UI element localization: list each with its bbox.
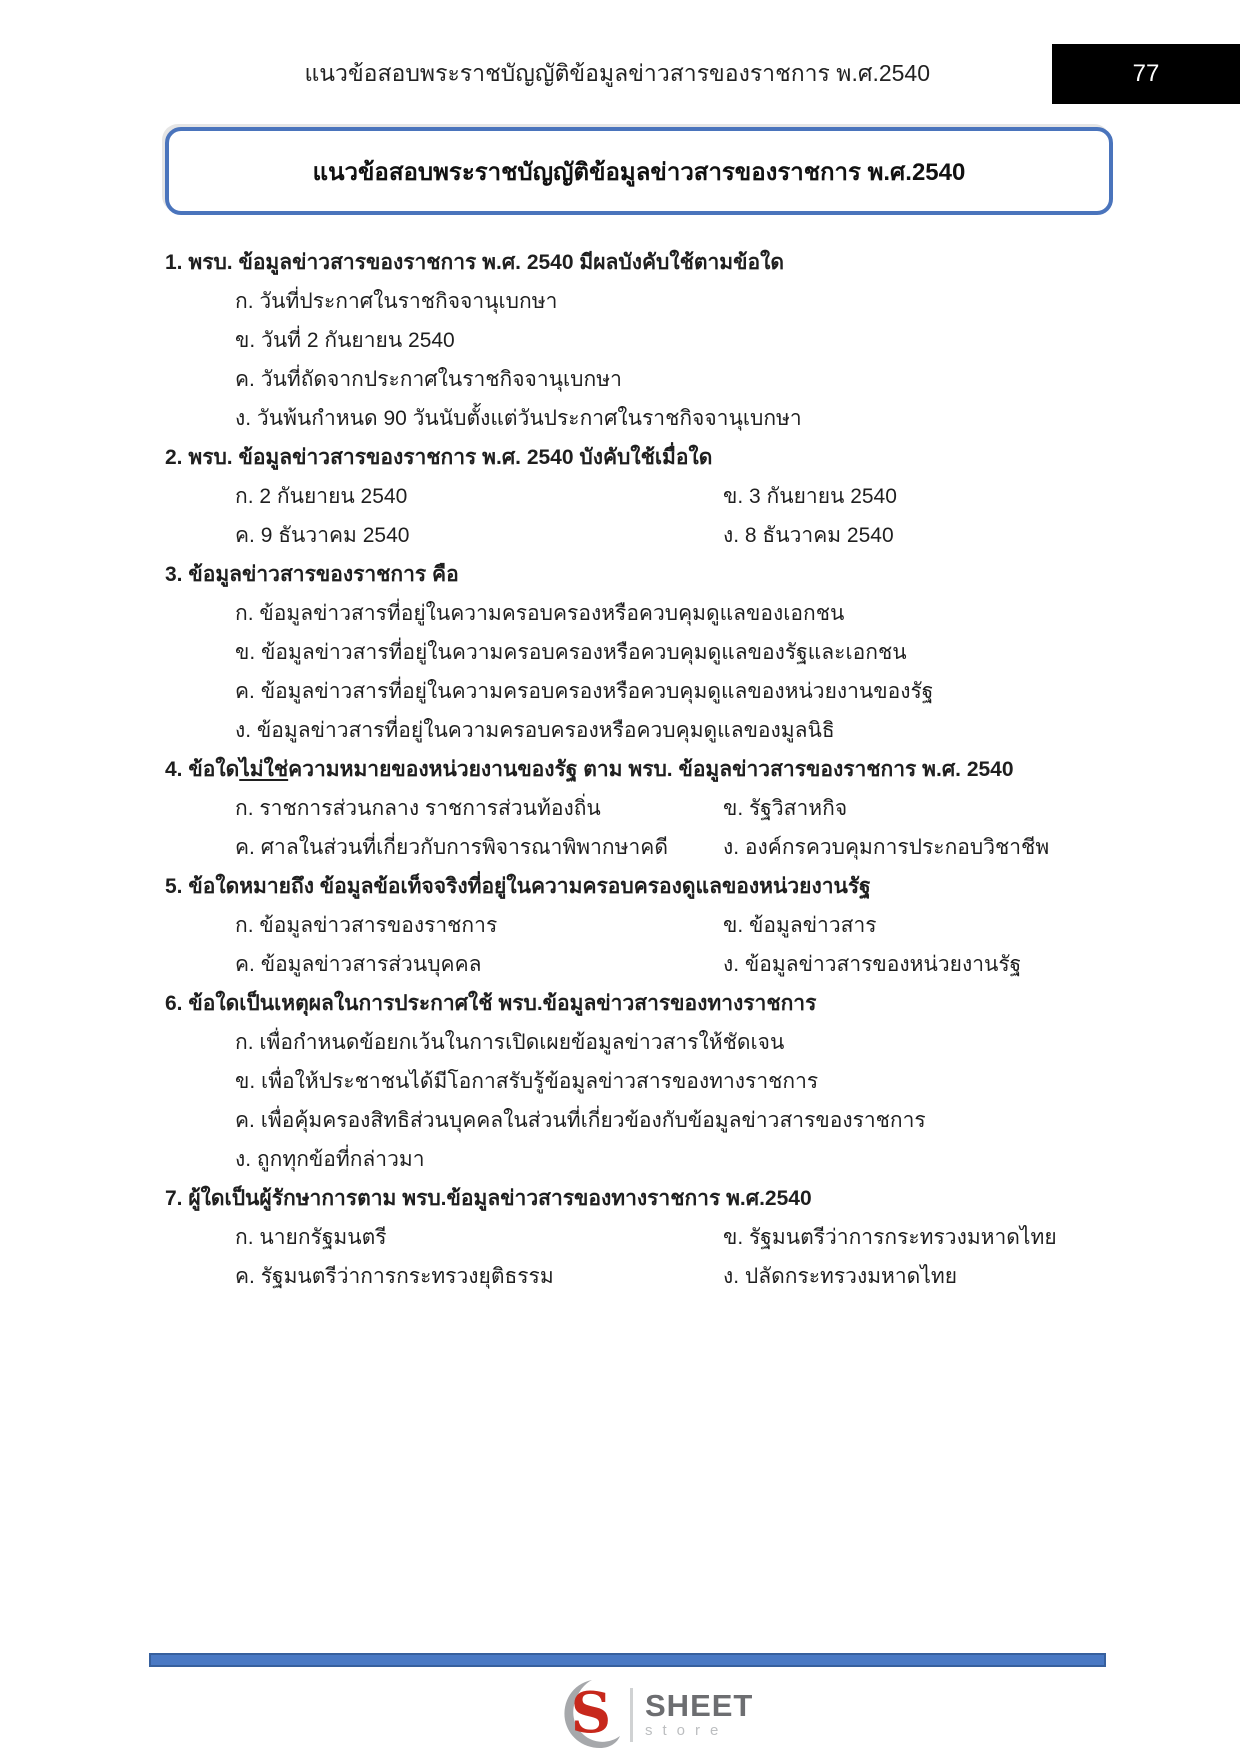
logo-text xyxy=(645,1690,753,1740)
running-header-title: แนวข้อสอบพระราชบัญญัติข้อมูลข่าวสารของราชการ พ.ศ.2540 xyxy=(304,60,930,86)
choice-a: ก. ราชการส่วนกลาง ราชการส่วนท้องถิ่น xyxy=(235,797,601,820)
question-5 xyxy=(165,867,1115,984)
choice-d: ง. ถูกทุกข้อที่กล่าวมา xyxy=(235,1148,425,1171)
question-text: 4. ข้อใดไม่ใช่ความหมายของหน่วยงานของรัฐ ตาม พรบ. ข้อมูลข่าวสารของราชการ พ.ศ. 2540 xyxy=(165,758,1014,781)
choice-row xyxy=(165,477,1115,516)
questions-list xyxy=(165,243,1115,1296)
choice-d: ง. องค์กรควบคุมการประกอบวิชาชีพ xyxy=(723,836,1050,859)
choice-b: ข. เพื่อให้ประชาชนได้มีโอกาสรับรู้ข้อมูลข่าวสารของทางราชการ xyxy=(235,1070,819,1093)
document-title: แนวข้อสอบพระราชบัญญัติข้อมูลข่าวสารของราชการ พ.ศ.2540 xyxy=(312,158,966,186)
logo-s-icon xyxy=(562,1678,620,1752)
choice-c: ค. วันที่ถัดจากประกาศในราชกิจจานุเบกษา xyxy=(235,368,622,391)
choice-d: ง. ข้อมูลข่าวสารที่อยู่ในความครอบครองหรือควบคุมดูแลของมูลนิธิ xyxy=(235,719,835,742)
page-number: 77 xyxy=(1132,60,1160,87)
question-2 xyxy=(165,438,1115,555)
question-text: 2. พรบ. ข้อมูลข่าวสารของราชการ พ.ศ. 2540 บังคับใช้เมื่อใด xyxy=(165,446,713,469)
question-text: 7. ผู้ใดเป็นผู้รักษาการตาม พรบ.ข้อมูลข่าวสารของทางราชการ พ.ศ.2540 xyxy=(165,1187,812,1210)
choice-c: ค. 9 ธันวาคม 2540 xyxy=(235,524,410,547)
choice-b: ข. รัฐวิสาหกิจ xyxy=(723,797,848,820)
choice-a: ก. 2 กันยายน 2540 xyxy=(235,485,408,508)
footer-divider xyxy=(149,1653,1106,1667)
choice-a: ก. ข้อมูลข่าวสารของราชการ xyxy=(235,914,498,937)
question-7 xyxy=(165,1179,1115,1296)
question-text: 5. ข้อใดหมายถึง ข้อมูลข้อเท็จจริงที่อยู่ในความครอบครองดูแลของหน่วยงานรัฐ xyxy=(165,875,871,898)
choice-c: ค. เพื่อคุ้มครองสิทธิส่วนบุคคลในส่วนที่เกี่ยวข้องกับข้อมูลข่าวสารของราชการ xyxy=(235,1109,926,1132)
question-3 xyxy=(165,555,1115,750)
question-6 xyxy=(165,984,1115,1179)
choice-b: ข. 3 กันยายน 2540 xyxy=(723,485,897,508)
choice-row xyxy=(165,1218,1115,1257)
choice-b: ข. รัฐมนตรีว่าการกระทรวงมหาดไทย xyxy=(723,1226,1057,1249)
question-text: 6. ข้อใดเป็นเหตุผลในการประกาศใช้ พรบ.ข้อมูลข่าวสารของทางราชการ xyxy=(165,992,817,1015)
choice-row xyxy=(165,828,1115,867)
logo-s-letter: S xyxy=(570,1680,612,1746)
page-number-box xyxy=(1052,44,1240,104)
choice-d: ง. ข้อมูลข่าวสารของหน่วยงานรัฐ xyxy=(723,953,1022,976)
choice-c: ค. รัฐมนตรีว่าการกระทรวงยุติธรรม xyxy=(235,1265,554,1288)
choice-c: ค. ข้อมูลข่าวสารที่อยู่ในความครอบครองหรือควบคุมดูแลของหน่วยงานของรัฐ xyxy=(235,680,934,703)
page-header xyxy=(0,44,1240,104)
choice-a: ก. ข้อมูลข่าวสารที่อยู่ในความครอบครองหรือควบคุมดูแลของเอกชน xyxy=(235,602,845,625)
underlined-word: ไม่ใช่ xyxy=(239,758,289,781)
choice-row xyxy=(165,1257,1115,1296)
choice-d: ง. 8 ธันวาคม 2540 xyxy=(723,524,894,547)
choice-b: ข. ข้อมูลข่าวสารที่อยู่ในความครอบครองหรือควบคุมดูแลของรัฐและเอกชน xyxy=(235,641,907,664)
logo-name: SHEET xyxy=(645,1688,754,1723)
choice-b: ข. วันที่ 2 กันยายน 2540 xyxy=(235,329,455,352)
logo-divider xyxy=(630,1688,633,1742)
question-text: 1. พรบ. ข้อมูลข่าวสารของราชการ พ.ศ. 2540 มีผลบังคับใช้ตามข้อใด xyxy=(165,251,784,274)
sheet-store-logo xyxy=(562,1678,753,1752)
title-box xyxy=(165,127,1113,215)
choice-d: ง. ปลัดกระทรวงมหาดไทย xyxy=(723,1265,958,1288)
choice-a: ก. เพื่อกำหนดข้อยกเว้นในการเปิดเผยข้อมูลข่าวสารให้ชัดเจน xyxy=(235,1031,785,1054)
question-4 xyxy=(165,750,1115,867)
choice-row xyxy=(165,789,1115,828)
choice-row xyxy=(165,906,1115,945)
choice-a: ก. วันที่ประกาศในราชกิจจานุเบกษา xyxy=(235,290,558,313)
choice-row xyxy=(165,516,1115,555)
choice-row xyxy=(165,945,1115,984)
choice-c: ค. ศาลในส่วนที่เกี่ยวกับการพิจารณาพิพากษาคดี xyxy=(235,836,668,859)
logo-subtitle: store xyxy=(645,1722,729,1739)
question-1 xyxy=(165,243,1115,438)
choice-a: ก. นายกรัฐมนตรี xyxy=(235,1226,387,1249)
question-text: 3. ข้อมูลข่าวสารของราชการ คือ xyxy=(165,563,459,586)
choice-d: ง. วันพ้นกำหนด 90 วันนับตั้งแต่วันประกาศในราชกิจจานุเบกษา xyxy=(235,407,802,430)
choice-c: ค. ข้อมูลข่าวสารส่วนบุคคล xyxy=(235,953,482,976)
choice-b: ข. ข้อมูลข่าวสาร xyxy=(723,914,877,937)
